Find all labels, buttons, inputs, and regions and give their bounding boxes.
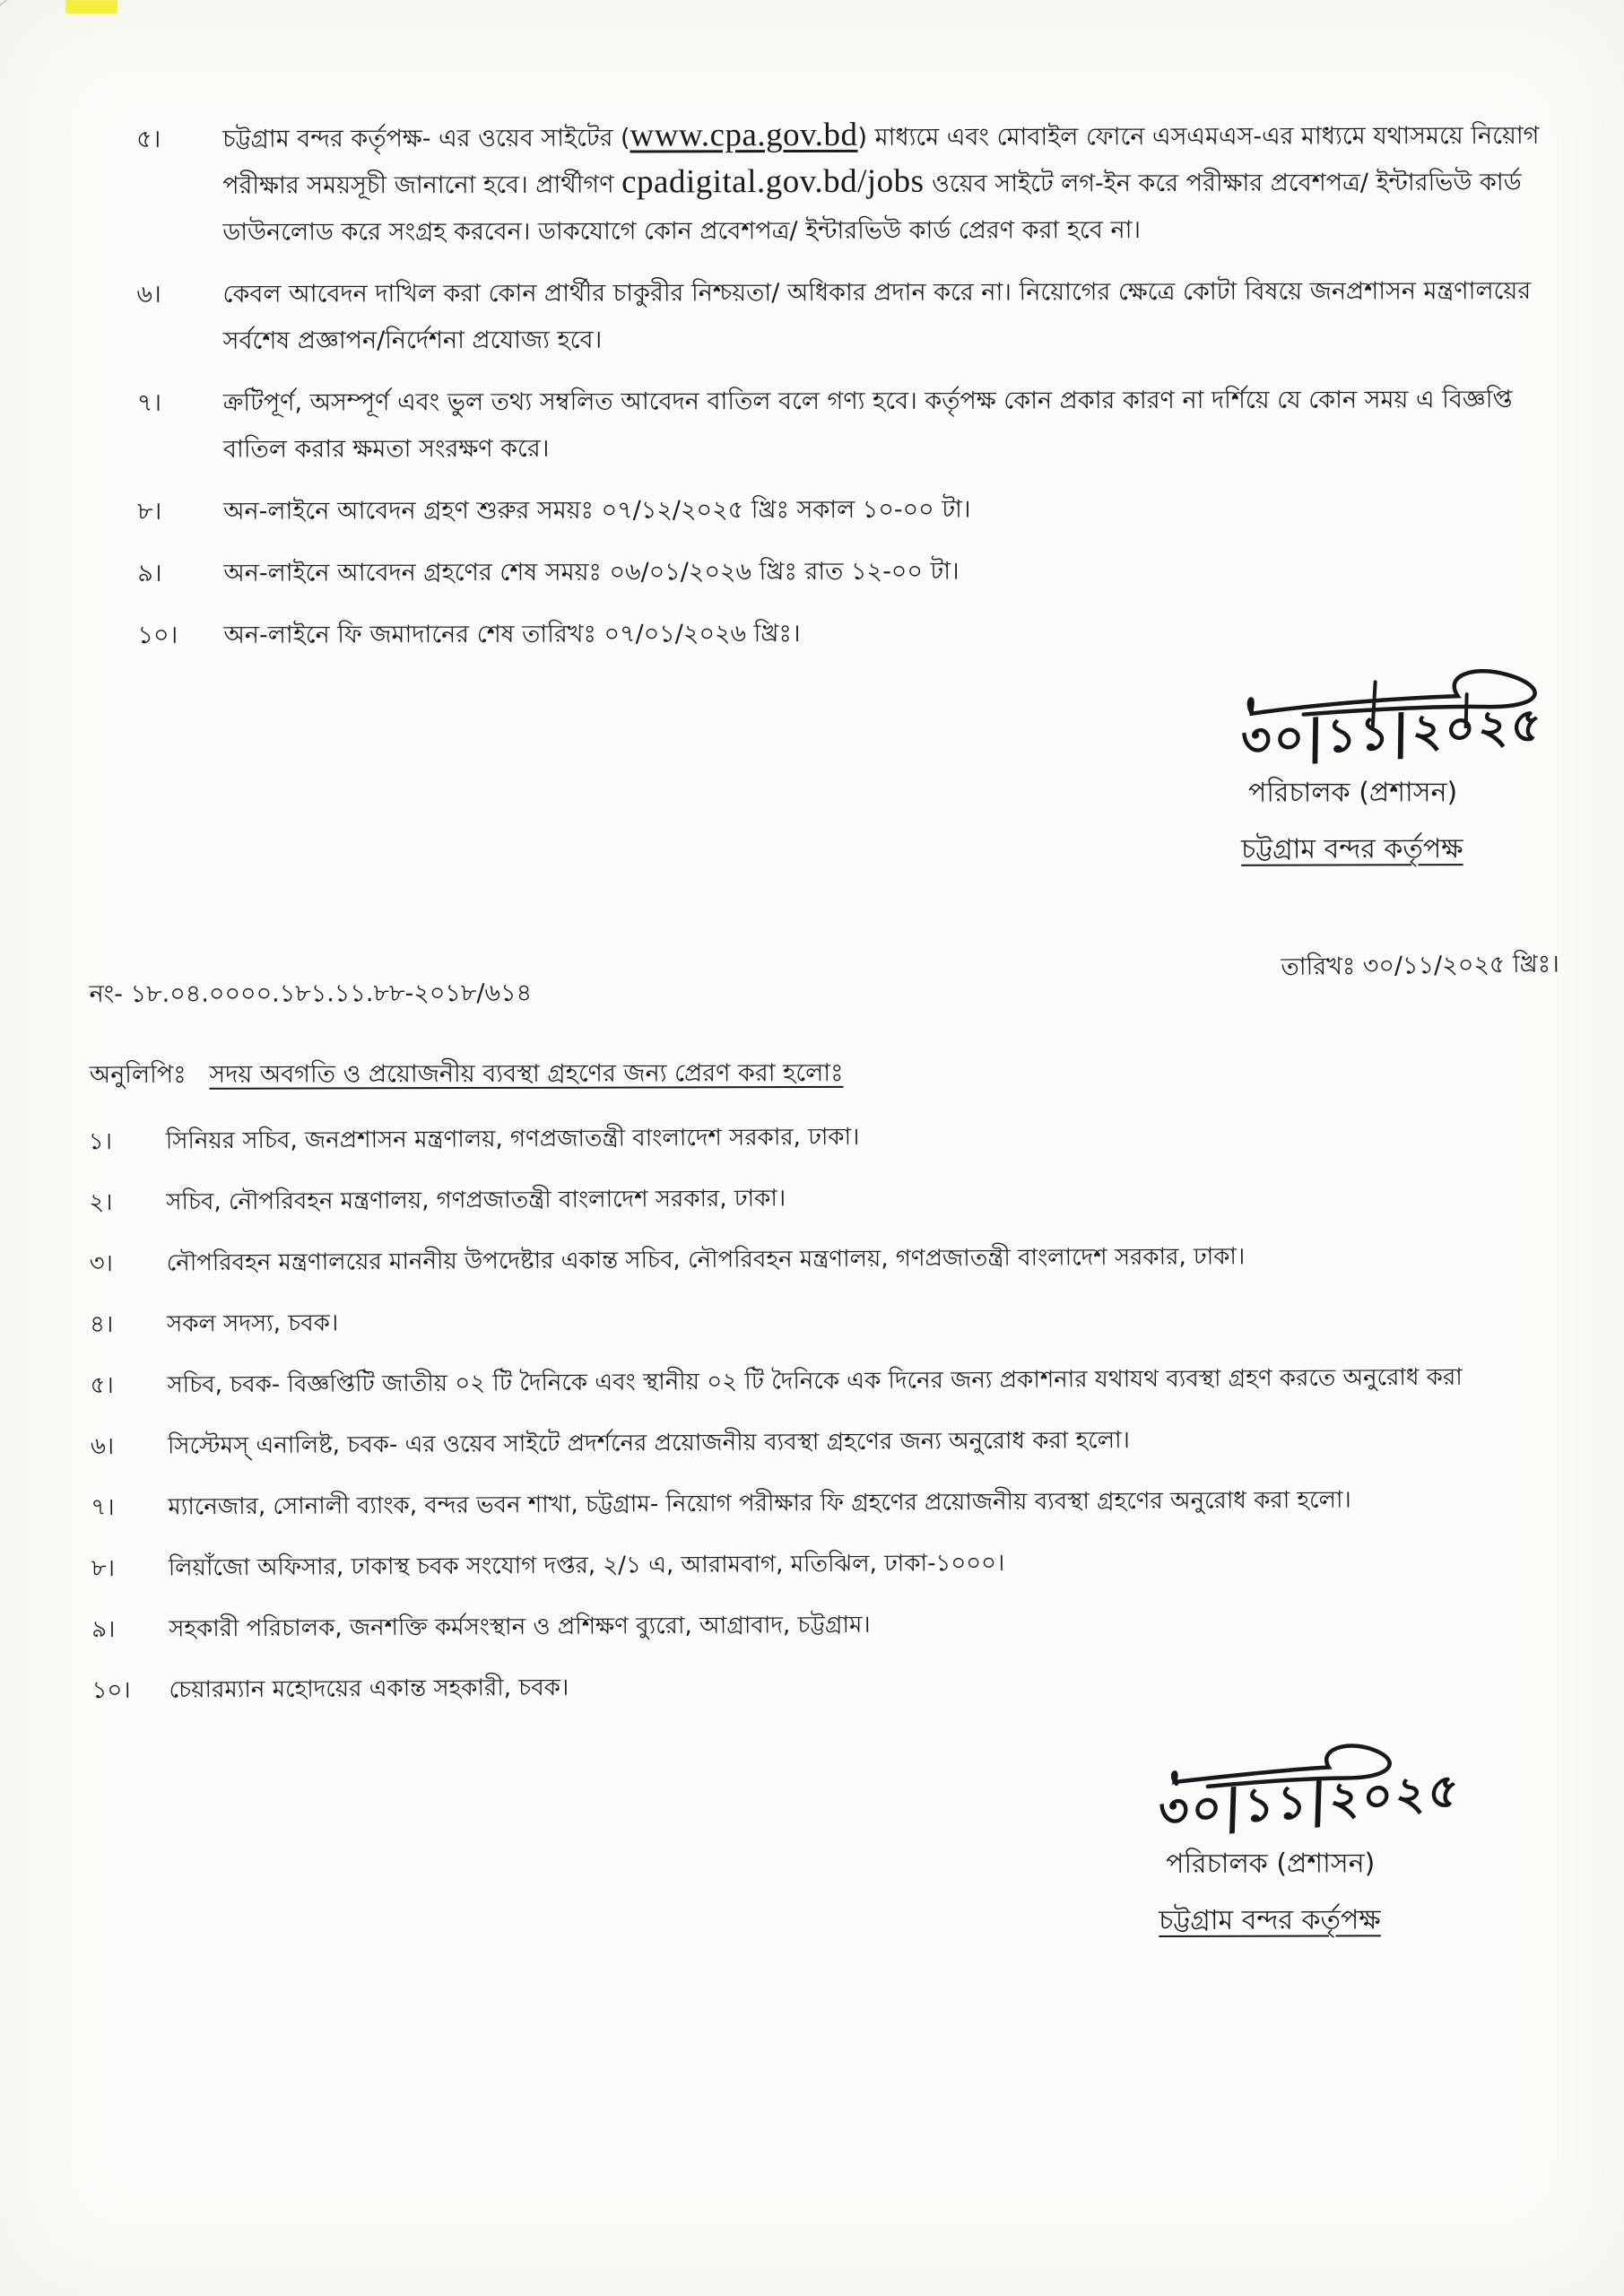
signatory-organization: চট্টগ্রাম বন্দর কর্তৃপক্ষ (1241, 833, 1463, 865)
copy-text: সিনিয়র সচিব, জনপ্রশাসন মন্ত্রণালয়, গণপ্রজাতন্ত্রী বাংলাদেশ সরকার, ঢাকা। (165, 1123, 860, 1155)
copy-item-10 (91, 1662, 1607, 1711)
signature-block-bottom (1159, 1736, 1518, 1944)
memo-date: তারিখঃ ৩০/১১/২০২৫ খ্রিঃ। (1280, 950, 1559, 981)
copy-item-7 (91, 1479, 1606, 1528)
copy-number: ৭। (91, 1493, 115, 1522)
term-number: ৯। (137, 559, 162, 587)
cpadigital-jobs-url: cpadigital.gov.bd/jobs (621, 162, 925, 201)
terms-list (136, 113, 1578, 674)
copy-text: সচিব, নৌপরিবহন মন্ত্রণালয়, গণপ্রজাতন্ত্রী বাংলাদেশ সরকার, ঢাকা। (166, 1185, 786, 1216)
term-item-9 (137, 547, 1577, 597)
memo-number: নং- ১৮.০৪.০০০০.১৮১.১১.৮৮-২০১৮/৬১৪ (89, 978, 533, 1009)
copy-number: ৫। (90, 1371, 114, 1400)
copy-item-2 (89, 1174, 1604, 1223)
term-text: অন-লাইনে আবেদন গ্রহণ শুরুর সময়ঃ ০৭/১২/২০২৫ খ্রিঃ সকাল ১০-০০ টা। (223, 495, 971, 526)
copy-text: সিস্টেমস্ এনালিষ্ট, চবক- এর ওয়েব সাইটে প্রদর্শনের প্রয়োজনীয় ব্যবস্থা গ্রহণের জন্য অনুরোধ করা হলো। (167, 1426, 1130, 1460)
copy-number: ১০। (91, 1676, 131, 1705)
copy-number: ৪। (90, 1310, 114, 1339)
term-item-8 (137, 485, 1577, 535)
copy-text: ম্যানেজার, সোনালী ব্যাংক, বন্দর ভবন শাখা, চট্টগ্রাম- নিয়োগ পরীক্ষার ফি গ্রহণের প্রয়োজনীয় ব্যবস্থা গ্রহণের অনুরোধ করা হলো। (168, 1486, 1351, 1521)
term-number: ৫। (136, 125, 161, 153)
term-item-7 (137, 377, 1577, 474)
term-text: অন-লাইনে ফি জমাদানের শেষ তারিখঃ ০৭/০১/২০২৬ খ্রিঃ। (223, 620, 801, 649)
handwritten-date: ৩০|১১|২০২৫ (1240, 698, 1545, 769)
term-5-segment-1: চট্টগ্রাম বন্দর কর্তৃপক্ষ- এর ওয়েব সাইটের ( (222, 124, 630, 153)
term-number: ১০। (137, 621, 178, 649)
term-text (222, 113, 1576, 257)
signature-block-top (1241, 664, 1601, 874)
copy-text: সচিব, চবক- বিজ্ঞপ্তিটি জাতীয় ০২ টি দৈনিকে এবং স্থানীয় ০২ টি দৈনিকে এক দিনের জন্য প্রকাশনার যথাযথ ব্যবস্থা গ্রহণ করতে অনুরোধ করা (167, 1363, 1463, 1399)
copy-number: ৯। (91, 1615, 116, 1644)
signatory-title: পরিচালক (প্রশাসন) (1247, 777, 1458, 809)
copy-number: ২। (89, 1188, 113, 1217)
copy-item-4 (90, 1296, 1605, 1345)
copy-text: সহকারী পরিচালক, জনশক্তি কর্মসংস্থান ও প্রশিক্ষণ ব্যুরো, আগ্রাবাদ, চট্টগ্রাম। (169, 1611, 871, 1643)
copy-text: লিয়াঁজো অফিসার, ঢাকাস্থ চবক সংযোগ দপ্তর, ২/১ এ, আরামবাগ, মতিঝিল, ঢাকা-১০০০। (168, 1549, 1005, 1582)
copies-heading-prefix: অনুলিপিঃ (89, 1060, 187, 1090)
term-text: কেবল আবেদন দাখিল করা কোন প্রার্থীর চাকুরীর নিশ্চয়তা/ অধিকার প্রদান করে না। নিয়োগের ক্ষেত্রে কোটা বিষয়ে জনপ্রশাসন মন্ত্রণালয়ের সর্বশেষ প্রজ্ঞাপন/নির্দেশনা প্রযোজ্য হবে। (222, 276, 1532, 355)
term-number: ৮। (137, 497, 162, 526)
copy-item-3 (90, 1235, 1605, 1284)
term-number: ৬। (136, 280, 161, 309)
copies-list (89, 1113, 1608, 1732)
term-item-10 (137, 609, 1577, 659)
copies-heading (90, 1055, 844, 1097)
reference-row (89, 947, 1564, 1009)
copy-item-8 (91, 1540, 1607, 1589)
copy-number: ৩। (89, 1249, 113, 1278)
copy-number: ৬। (90, 1432, 115, 1461)
term-item-6 (136, 268, 1576, 365)
copies-heading-underlined: সদয় অবগতি ও প্রয়োজনীয় ব্যবস্থা গ্রহণের জন্য প্রেরণ করা হলোঃ (209, 1058, 844, 1089)
copy-number: ৮। (91, 1554, 116, 1583)
copy-item-5 (90, 1357, 1605, 1406)
copy-item-9 (91, 1601, 1607, 1650)
signatory-title: পরিচালক (প্রশাসন) (1166, 1848, 1376, 1881)
copy-text: নৌপরিবহন মন্ত্রণালয়ের মাননীয় উপদেষ্টার একান্ত সচিব, নৌপরিবহন মন্ত্রণালয়, গণপ্রজাতন্ত্রী বাংলাদেশ সরকার, ঢাকা। (166, 1243, 1246, 1277)
term-5-segment-3: ওয়েব সাইটে লগ-ইন করে পরীক্ষার প্রবেশপত্র/ ইন্টারভিউ কার্ড ডাউনলোড করে সংগ্রহ করবেন। ডাকযোগে কোন প্রবেশপত্র/ ইন্টারভিউ কার্ড প্রেরণ করা হবে না। (222, 168, 1522, 247)
term-item-5 (136, 113, 1576, 257)
term-text: অন-লাইনে আবেদন গ্রহণের শেষ সময়ঃ ০৬/০১/২০২৬ খ্রিঃ রাত ১২-০০ টা। (223, 557, 960, 587)
signatory-organization: চট্টগ্রাম বন্দর কর্তৃপক্ষ (1159, 1904, 1381, 1937)
copy-item-1 (89, 1113, 1604, 1162)
copy-text: চেয়ারম্যান মহোদয়ের একান্ত সহকারী, চবক। (169, 1674, 569, 1704)
copy-number: ১। (88, 1127, 113, 1156)
copy-text: সকল সদস্য, চবক। (167, 1309, 339, 1338)
term-5-segment-2: ) মাধ্যমে এবং মোবাইল ফোনে এসএমএস-এর মাধ্যমে যথাসময়ে নিয়োগ পরীক্ষার সময়সূচী জানানো হবে। প্রার্থীগণ (222, 121, 1540, 200)
cpa-website-url: www.cpa.gov.bd (630, 116, 858, 154)
term-text: ক্রটিপূর্ণ, অসম্পূর্ণ এবং ভুল তথ্য সম্বলিত আবেদন বাতিল বলে গণ্য হবে। কর্তৃপক্ষ কোন প্রকার কারণ না দর্শিয়ে যে কোন সময় এ বিজ্ঞপ্তি বাতিল করার ক্ষমতা সংরক্ষণ করে। (222, 385, 1513, 464)
handwritten-date: ৩০|১১|২০২৫ (1157, 1763, 1463, 1840)
copy-item-6 (91, 1418, 1606, 1467)
term-number: ৭। (136, 388, 162, 417)
